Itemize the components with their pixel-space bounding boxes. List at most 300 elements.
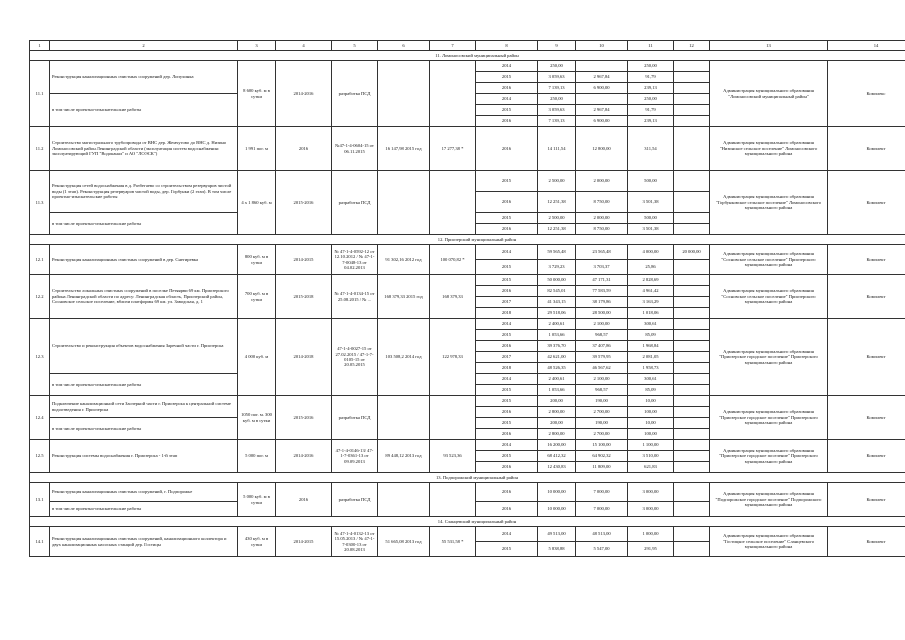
federal: 8 750,00	[576, 192, 628, 213]
row-number: 12.2	[30, 275, 50, 319]
other	[674, 72, 710, 83]
total: 2 800,00	[538, 429, 576, 440]
table-row	[30, 275, 905, 286]
regional: 1 968,84	[628, 341, 674, 352]
year: 2015	[476, 171, 538, 192]
federal: 7 000,00	[576, 483, 628, 502]
capacity: 1 991 пог. м	[238, 127, 276, 171]
owner: Администрация муниципального образования "Гостицкое сельское поселение" Сланцевского муниципального района	[710, 527, 828, 557]
limit: 93 523,36	[430, 440, 476, 473]
estimate: 51 665,08 2013 год	[378, 527, 430, 557]
period: 2015-2016	[276, 171, 332, 235]
other	[674, 352, 710, 363]
regional: 239,13	[628, 83, 674, 94]
owner: Администрация муниципального образования "Приозерское городское поселение" Приозерского муниципального района	[710, 396, 828, 440]
other	[674, 396, 710, 407]
federal: 2 700,00	[576, 429, 628, 440]
other	[674, 363, 710, 374]
year: 2017	[476, 352, 538, 363]
period: 2014-2018	[276, 319, 332, 396]
other	[674, 418, 710, 429]
object-name: Строительство локальных очистных сооружений в поселке Петяярви 69 км. Приозерского района Ленинградской области по адресу: Ленинградская область, Приозерский район, Сосновское сельское поселение, вблизи платформы 69 км. ул. Заводская, д. 1	[50, 275, 238, 319]
table-row	[30, 127, 905, 171]
total: 10 000,00	[538, 483, 576, 502]
federal: 15 100,00	[576, 440, 628, 451]
capacity: 4 х 1 860 куб. м	[238, 171, 276, 235]
total: 12 251,38	[538, 224, 576, 235]
owner: Администрация муниципального образования "Подпорожское городское поселение" Подпорожского муниципального района	[710, 483, 828, 517]
federal: 77 583,59	[576, 286, 628, 297]
year: 2016	[476, 127, 538, 171]
type: Комплект	[828, 319, 905, 396]
year: 2016	[476, 83, 538, 94]
period: 2014-2015	[276, 527, 332, 557]
year: 2016	[476, 429, 538, 440]
regional: 3 000,00	[628, 483, 674, 502]
other	[674, 105, 710, 116]
total: 42 621,00	[538, 352, 576, 363]
col-header: 9	[538, 41, 576, 51]
year: 2018	[476, 363, 538, 374]
period: 2014-2016	[276, 61, 332, 127]
capacity: 5 000 пог. м	[238, 440, 276, 473]
other	[674, 319, 710, 330]
docs: №47-1-4-0604-15 от 06.11.2015	[332, 127, 378, 171]
total: 200,00	[538, 396, 576, 407]
total: 2 800,00	[538, 407, 576, 418]
object-name: Реконструкция системы водоснабжения г. Приозерска - 1-й этап	[50, 440, 238, 473]
row-number: 12.5	[30, 440, 50, 473]
federal: 6 900,00	[576, 116, 628, 127]
federal: 47 171,31	[576, 275, 628, 286]
owner: Администрация муниципального образования "Сосновское сельское поселение" Приозерского муниципального района	[710, 275, 828, 319]
federal	[576, 94, 628, 105]
year: 2016	[476, 462, 538, 473]
estimate	[378, 483, 430, 517]
other	[674, 275, 710, 286]
total: 250,00	[538, 94, 576, 105]
section-title: 12. Приозерский муниципальный район	[30, 235, 905, 245]
other	[674, 527, 710, 542]
federal: 38 179,86	[576, 297, 628, 308]
regional: 25,86	[628, 260, 674, 275]
total: 7 139,13	[538, 116, 576, 127]
other	[674, 462, 710, 473]
owner: Администрация муниципального образования "Горбунковское сельское поселение" Ломоносовского муниципального района	[710, 171, 828, 235]
total: 82 545,01	[538, 286, 576, 297]
federal: 5 547,00	[576, 542, 628, 557]
regional: 100,00	[628, 429, 674, 440]
other	[674, 171, 710, 192]
regional: 250,00	[628, 61, 674, 72]
limit: 100 070,82 *	[430, 245, 476, 275]
total: 14 111,54	[538, 127, 576, 171]
other	[674, 116, 710, 127]
row-number: 11.1	[30, 61, 50, 127]
other	[674, 330, 710, 341]
regional: 4 961,42	[628, 286, 674, 297]
year: 2014	[476, 61, 538, 72]
limit: 55 531,58 *	[430, 527, 476, 557]
owner: Администрация муниципального образования "Ломоносовский муниципальный район"	[710, 61, 828, 127]
limit: 17 277,38 *	[430, 127, 476, 171]
other	[674, 83, 710, 94]
table-row	[30, 245, 905, 260]
col-header: 12	[674, 41, 710, 51]
year: 2015	[476, 418, 538, 429]
federal: 2 700,00	[576, 407, 628, 418]
total: 1 053,66	[538, 385, 576, 396]
capacity: 8 600 куб. м в сутки	[238, 61, 276, 127]
regional: 300,61	[628, 374, 674, 385]
limit: 168 379,33	[430, 275, 476, 319]
row-number: 12.1	[30, 245, 50, 275]
other	[674, 440, 710, 451]
other	[674, 286, 710, 297]
col-header: 5	[332, 41, 378, 51]
estimate: 168 379,33 2015 год	[378, 275, 430, 319]
period: 2016	[276, 127, 332, 171]
year: 2016	[476, 192, 538, 213]
object-name: Реконструкция канализационных очистных сооружений, канализационного коллектора и двух канализационных насосных станций дер. Гостицы	[50, 527, 238, 557]
object-note: в том числе проектно-изыскательские работы	[50, 374, 238, 396]
year: 2016	[476, 502, 538, 517]
other	[674, 94, 710, 105]
period: 2014-2015	[276, 245, 332, 275]
federal: 12 800,00	[576, 127, 628, 171]
total: 41 343,15	[538, 297, 576, 308]
section-title: 13. Подпорожский муниципальный район	[30, 473, 905, 483]
section-title: 14. Сланцевский муниципальный район	[30, 517, 905, 527]
year: 2016	[476, 116, 538, 127]
col-header: 3	[238, 41, 276, 51]
federal: 11 809,00	[576, 462, 628, 473]
docs: разработка ПСД	[332, 483, 378, 517]
table-row	[30, 319, 905, 330]
other	[674, 385, 710, 396]
other	[674, 429, 710, 440]
object-name: Реконструкция канализационных очистных сооружений дер. Лопухинка	[50, 61, 238, 94]
limit	[430, 483, 476, 517]
year: 2015	[476, 105, 538, 116]
federal: 2 100,00	[576, 374, 628, 385]
row-number: 13.1	[30, 483, 50, 517]
docs: разработка ПСД	[332, 171, 378, 235]
regional: 1 018,06	[628, 308, 674, 319]
owner: Администрация муниципального образования "Приозерское городское поселение" Приозерского муниципального района	[710, 319, 828, 396]
regional: 250,00	[628, 94, 674, 105]
regional: 2 081,05	[628, 352, 674, 363]
federal: 39 579,95	[576, 352, 628, 363]
section-title: 11. Ломоносовский муниципальный район	[30, 51, 905, 61]
other	[674, 483, 710, 502]
other	[674, 213, 710, 224]
table-row	[30, 483, 905, 502]
table-row	[30, 171, 905, 192]
total: 2 500,00	[538, 213, 576, 224]
col-header: 2	[50, 41, 238, 51]
docs: разработка ПСД	[332, 61, 378, 127]
total: 250,00	[538, 61, 576, 72]
col-header: 6	[378, 41, 430, 51]
table-row	[30, 61, 905, 72]
other	[674, 260, 710, 275]
docs: № 47-1-4-0592-12 от 12.10.2012 / № 47-1-7-0048-13 от 04.02.2013	[332, 245, 378, 275]
period: 2014-2016	[276, 440, 332, 473]
federal: 2 967,84	[576, 105, 628, 116]
object-name: Строительство магистрального трубопровода от ВНС дер. Жемчугово до ВНС д. Низино Ломоносовский район Ленинградской области (эксплуатация систем водоснабжения: эксплуатирующий ГУП "Водоканал" и АО "ЛОЭСК")	[50, 127, 238, 171]
federal: 2 000,00	[576, 213, 628, 224]
table-row	[30, 527, 905, 542]
type: Комплект	[828, 527, 905, 557]
other	[674, 407, 710, 418]
object-name: Реконструкция канализационных очистных сооружений, г. Подпорожье	[50, 483, 238, 502]
regional: 10,00	[628, 418, 674, 429]
owner: Администрация муниципального образования "Низинское сельское поселение" Ломоносовского муниципального района	[710, 127, 828, 171]
year: 2014	[476, 245, 538, 260]
federal: 46 567,62	[576, 363, 628, 374]
estimate	[378, 61, 430, 127]
capacity: 800 куб. м в сутки	[238, 245, 276, 275]
total: 5 838,88	[538, 542, 576, 557]
regional: 91,79	[628, 72, 674, 83]
regional: 500,00	[628, 213, 674, 224]
year: 2015	[476, 385, 538, 396]
object-note: в том числе проектно-изыскательские работы	[50, 502, 238, 517]
year: 2014	[476, 527, 538, 542]
row-number: 14.1	[30, 527, 50, 557]
total: 48 526,35	[538, 363, 576, 374]
col-header: 11	[628, 41, 674, 51]
year: 2016	[476, 286, 538, 297]
total: 10 000,00	[538, 502, 576, 517]
object-name: Реконструкция сетей водоснабжения в д. Разбегаево со строительством резервуаров чистой воды (1 этап). Реконструкция резервуаров чистой воды, дер. Горбунки (2 этап). В том числе проектно-изыскательские работы	[50, 171, 238, 213]
type: Комплект	[828, 483, 905, 517]
regional: 1 958,73	[628, 363, 674, 374]
regional: 85,09	[628, 385, 674, 396]
year: 2015	[476, 275, 538, 286]
year: 2015	[476, 396, 538, 407]
year: 2015	[476, 72, 538, 83]
other	[674, 451, 710, 462]
other	[674, 502, 710, 517]
regional: 91,79	[628, 105, 674, 116]
capacity: 5 000 куб. м в сутки	[238, 483, 276, 517]
col-header: 7	[430, 41, 476, 51]
col-header: 4	[276, 41, 332, 51]
federal: 23 565,48	[576, 245, 628, 260]
total: 16 200,00	[538, 440, 576, 451]
section-header	[30, 473, 905, 483]
document-page	[29, 40, 905, 557]
total: 7 139,13	[538, 83, 576, 94]
regional: 291,95	[628, 542, 674, 557]
docs: разработка ПСД	[332, 396, 378, 440]
total: 2 400,61	[538, 374, 576, 385]
investment-program-table	[29, 40, 905, 557]
regional: 311,54	[628, 127, 674, 171]
docs: 47-1-4-0027-15 от 27.02.2015 / 47-1-7-0105-15 от 20.05.2015	[332, 319, 378, 396]
other	[674, 224, 710, 235]
type: Комплекс	[828, 61, 905, 127]
federal: 7 000,00	[576, 502, 628, 517]
total: 68 412,32	[538, 451, 576, 462]
year: 2015	[476, 213, 538, 224]
total: 3 729,23	[538, 260, 576, 275]
year: 2016	[476, 483, 538, 502]
other	[674, 341, 710, 352]
docs: № 47-1-4-0132-13 от 15.05.2013 / № 47-1-7-0300-13 от 20.08.2013	[332, 527, 378, 557]
regional: 1 000,00	[628, 527, 674, 542]
year: 2017	[476, 297, 538, 308]
year: 2015	[476, 451, 538, 462]
capacity: 4 000 куб. м	[238, 319, 276, 396]
year: 2018	[476, 308, 538, 319]
federal: 6 900,00	[576, 83, 628, 94]
row-number: 11.3	[30, 171, 50, 235]
regional: 4 000,00	[628, 245, 674, 260]
table-row	[30, 396, 905, 407]
federal: 2 967,84	[576, 72, 628, 83]
federal: 28 500,00	[576, 308, 628, 319]
row-number: 12.4	[30, 396, 50, 440]
total: 200,00	[538, 418, 576, 429]
year: 2016	[476, 224, 538, 235]
object-name: Реконструкция канализационных очистных сооружений в дер. Снегиревка	[50, 245, 238, 275]
other	[674, 542, 710, 557]
capacity: 700 куб. м в сутки	[238, 275, 276, 319]
object-name: Строительство и реконструкция объектов водоснабжения Заречной части г. Приозерска	[50, 319, 238, 374]
federal: 2 000,00	[576, 171, 628, 192]
total: 49 513,00	[538, 527, 576, 542]
section-header	[30, 51, 905, 61]
estimate	[378, 171, 430, 235]
total: 1 053,66	[538, 330, 576, 341]
year: 2014	[476, 440, 538, 451]
other: 20 000,00	[674, 245, 710, 260]
federal: 190,00	[576, 418, 628, 429]
total: 3 059,63	[538, 105, 576, 116]
regional: 3 501,38	[628, 192, 674, 213]
row-number: 12.3	[30, 319, 50, 396]
regional: 300,61	[628, 319, 674, 330]
type: Комплект	[828, 245, 905, 275]
regional: 85,09	[628, 330, 674, 341]
federal: 2 100,00	[576, 319, 628, 330]
year: 2016	[476, 407, 538, 418]
regional: 2 828,69	[628, 275, 674, 286]
other	[674, 127, 710, 171]
total: 50 000,00	[538, 275, 576, 286]
limit: 122 978,33	[430, 319, 476, 396]
other	[674, 61, 710, 72]
year: 2014	[476, 94, 538, 105]
col-header: 14	[828, 41, 905, 51]
owner: Администрация муниципального образования "Сосновское сельское поселение" Приозерского муниципального района	[710, 245, 828, 275]
period: 2015-2018	[276, 275, 332, 319]
regional: 100,00	[628, 407, 674, 418]
col-header: 13	[710, 41, 828, 51]
row-number: 11.2	[30, 127, 50, 171]
object-note: в том числе проектно-изыскательские работы	[50, 418, 238, 440]
year: 2014	[476, 319, 538, 330]
type: Комплект	[828, 275, 905, 319]
estimate: 16 147,98 2015 год	[378, 127, 430, 171]
total: 2 500,00	[538, 171, 576, 192]
year: 2016	[476, 341, 538, 352]
federal: 8 750,00	[576, 224, 628, 235]
year: 2014	[476, 374, 538, 385]
col-header: 10	[576, 41, 628, 51]
federal: 48 513,00	[576, 527, 628, 542]
federal: 37 407,86	[576, 341, 628, 352]
owner: Администрация муниципального образования "Приозерское городское поселение" Приозерского муниципального района	[710, 440, 828, 473]
year: 2015	[476, 542, 538, 557]
col-header: 1	[30, 41, 50, 51]
regional: 10,00	[628, 396, 674, 407]
type: Комплект	[828, 171, 905, 235]
estimate: 91 302,16 2012 год	[378, 245, 430, 275]
type: Комплект	[828, 127, 905, 171]
docs: № 47-1-4-0134-15 от 25.08.2015 / № ...	[332, 275, 378, 319]
table-row	[30, 440, 905, 451]
docs: 47-1-4-0146-13/ 47-1-7-0361-13 от 09.09.2013	[332, 440, 378, 473]
regional: 3 510,00	[628, 451, 674, 462]
section-header	[30, 517, 905, 527]
other	[674, 374, 710, 385]
other	[674, 297, 710, 308]
object-name: Подключение канализационной сети Заозерной части г. Приозерска к центральной системе водоотведения г. Приозерска	[50, 396, 238, 418]
limit	[430, 61, 476, 127]
federal: 190,00	[576, 396, 628, 407]
total: 12 430,83	[538, 462, 576, 473]
regional: 239,13	[628, 116, 674, 127]
regional: 621,83	[628, 462, 674, 473]
estimate: 103 508,2 2014 год	[378, 319, 430, 396]
period: 2016	[276, 483, 332, 517]
total: 39 376,70	[538, 341, 576, 352]
regional: 3 163,29	[628, 297, 674, 308]
total: 12 251,38	[538, 192, 576, 213]
estimate	[378, 396, 430, 440]
total: 29 518,06	[538, 308, 576, 319]
type: Комплект	[828, 440, 905, 473]
object-note: в том числе проектно-изыскательские работы	[50, 94, 238, 127]
federal: 64 902,32	[576, 451, 628, 462]
regional: 500,00	[628, 171, 674, 192]
other	[674, 308, 710, 319]
regional: 3 501,38	[628, 224, 674, 235]
year: 2015	[476, 330, 538, 341]
type: Комплект	[828, 396, 905, 440]
year: 2015	[476, 260, 538, 275]
total: 59 565,48	[538, 245, 576, 260]
total: 2 400,61	[538, 319, 576, 330]
period: 2015-2016	[276, 396, 332, 440]
total: 3 059,63	[538, 72, 576, 83]
federal: 968,57	[576, 330, 628, 341]
regional: 3 000,00	[628, 502, 674, 517]
section-header	[30, 235, 905, 245]
regional: 1 100,00	[628, 440, 674, 451]
federal: 968,57	[576, 385, 628, 396]
other	[674, 192, 710, 213]
limit	[430, 171, 476, 235]
col-header: 8	[476, 41, 538, 51]
column-number-row	[30, 41, 905, 51]
capacity: 430 куб. м в сутки	[238, 527, 276, 557]
capacity: 1050 пог. м. 300 куб. м в сутки	[238, 396, 276, 440]
